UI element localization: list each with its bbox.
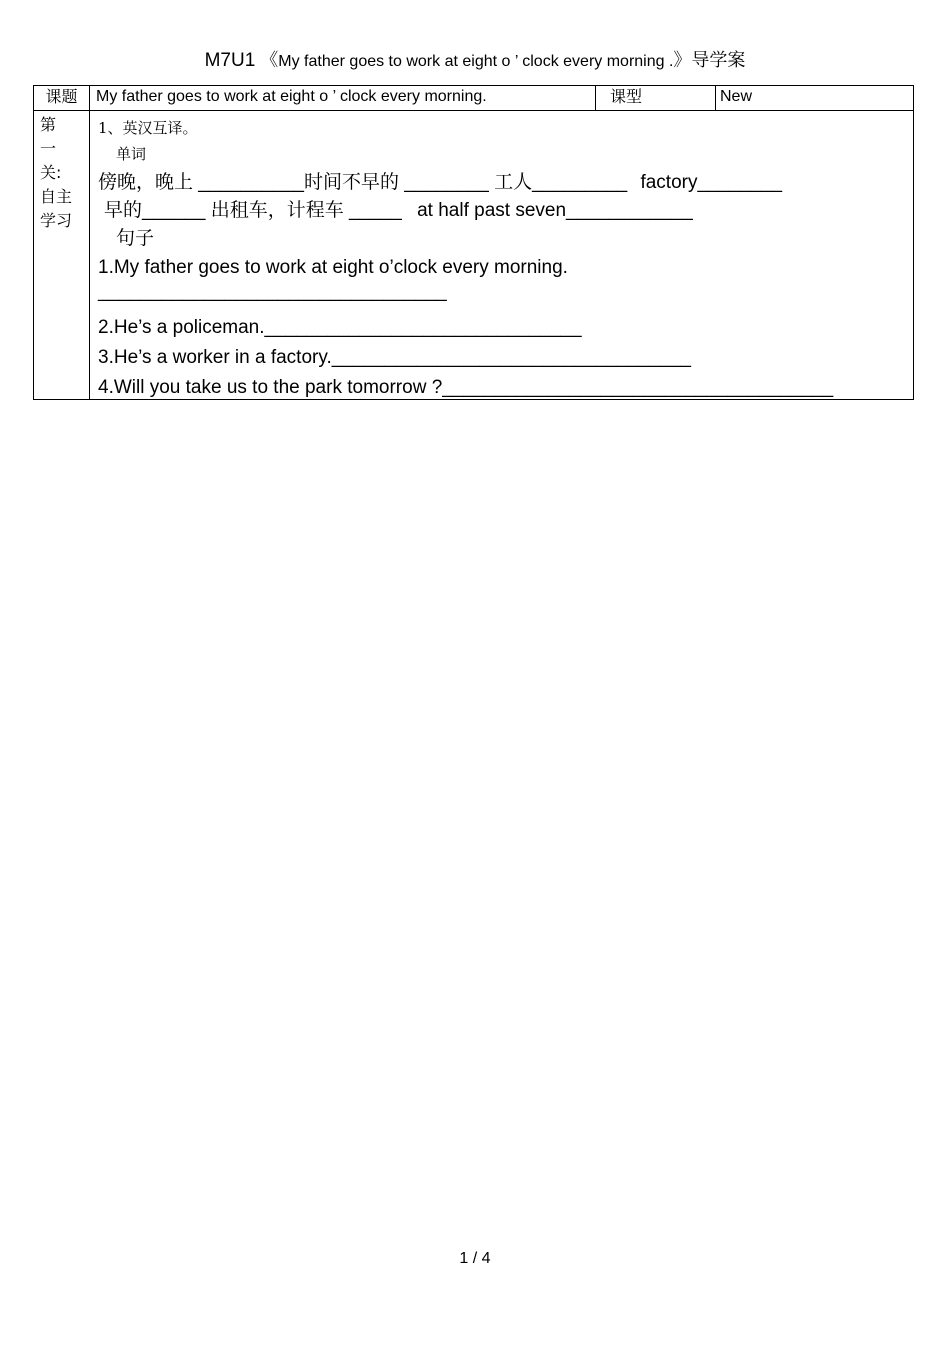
vocab-item: 出租车，计程车 _____ xyxy=(210,200,402,221)
title-close-bracket: 》 xyxy=(673,50,692,70)
sentence-item: 1.My father goes to work at eight o’clock every morning. xyxy=(98,257,568,278)
title-suffix: 导学案 xyxy=(691,50,746,70)
sentence-item: 2.He’s a policeman.______________________________ xyxy=(98,317,582,338)
worksheet-table xyxy=(33,85,914,400)
section-label-line: 关: xyxy=(40,163,62,182)
exercise-instruction: 1、英汉互译。 xyxy=(98,119,198,137)
vocab-line-1 xyxy=(98,167,782,194)
topic-label: 课题 xyxy=(34,86,90,111)
page-number: 1 / 4 xyxy=(459,1250,491,1267)
section-label-line: 学习 xyxy=(40,211,73,230)
document-title xyxy=(0,48,950,74)
header-row xyxy=(34,86,914,111)
title-text: My father goes to work at eight o ’ clock every morning . xyxy=(278,53,674,70)
section-row xyxy=(34,111,914,400)
vocab-item: at half past seven____________ xyxy=(417,200,693,221)
section-label-line: 自主 xyxy=(40,187,73,206)
words-heading: 单词 xyxy=(116,145,147,163)
vocab-item: 早的______ xyxy=(104,200,206,221)
type-value: New xyxy=(716,86,914,111)
vocab-item: 时间不早的 ________ xyxy=(303,172,489,193)
section-label xyxy=(34,111,90,400)
answer-blank: _________________________________ xyxy=(98,281,447,302)
sentence-item: 4.Will you take us to the park tomorrow ?_____________________________________ xyxy=(98,377,834,398)
vocab-item: 傍晚，晚上 __________ xyxy=(98,172,304,193)
title-code: M7U1 xyxy=(204,50,256,71)
section-label-line: 第 xyxy=(40,115,57,134)
sentences-heading: 句子 xyxy=(116,227,155,249)
section-content xyxy=(90,111,914,400)
section-label-line: 一 xyxy=(40,139,57,158)
vocab-line-2 xyxy=(104,195,693,222)
sentence-item: 3.He’s a worker in a factory.__________________________________ xyxy=(98,347,691,368)
vocab-item: factory________ xyxy=(640,172,783,193)
title-open-bracket: 《 xyxy=(260,50,279,70)
vocab-item: 工人_________ xyxy=(494,172,628,193)
type-label: 课型 xyxy=(596,86,716,111)
topic-value: My father goes to work at eight o ’ clock every morning. xyxy=(90,86,596,111)
